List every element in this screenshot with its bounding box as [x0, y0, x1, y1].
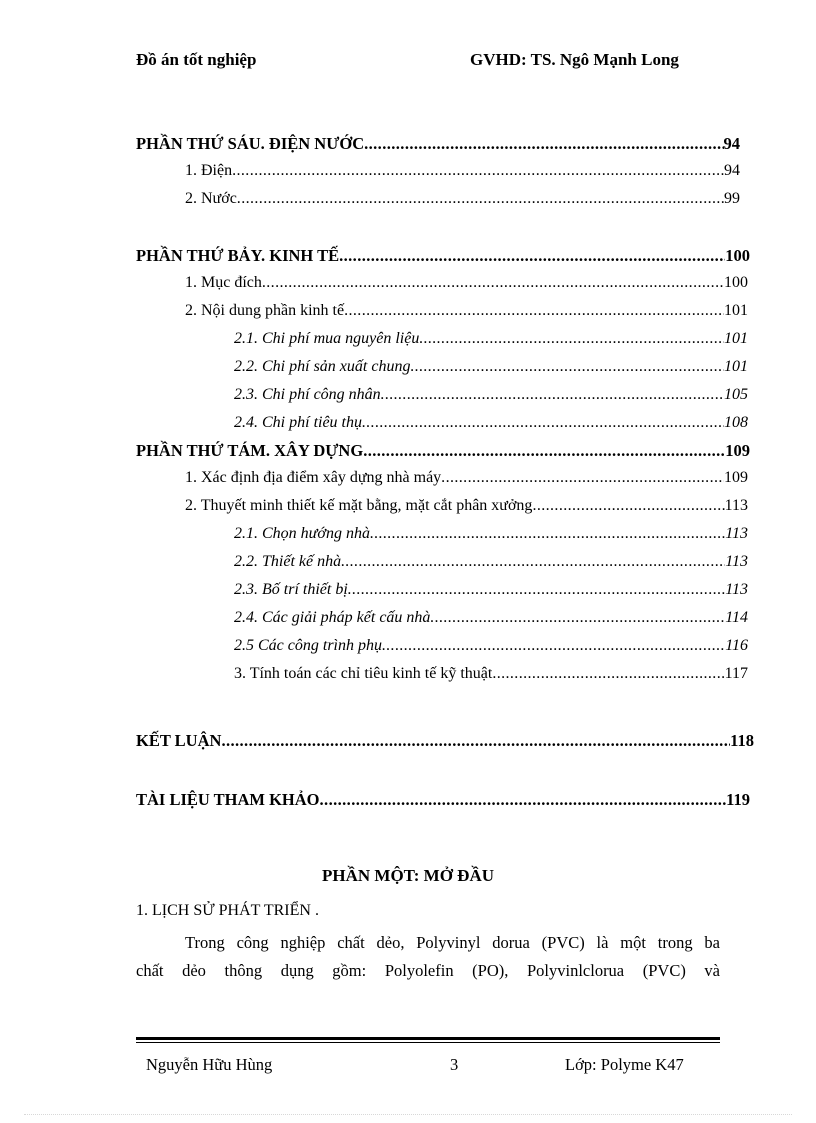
toc-entry-page: 105	[724, 386, 748, 403]
toc-entry-title: 2.4. Các giải pháp kết cấu nhà	[234, 609, 431, 626]
toc-entry	[234, 609, 748, 627]
toc-entry-title: 1. Xác định địa điểm xây dựng nhà máy	[185, 469, 442, 486]
body-paragraph-line: chất dẻo thông dụng gồm: Polyolefin (PO), Polyvinlclorua (PVC) và	[136, 961, 720, 980]
toc-entry	[136, 441, 750, 461]
toc-entry-page: 94	[724, 162, 740, 179]
toc-entry-title: PHẦN THỨ BẢY. KINH TẾ	[136, 246, 340, 265]
toc-entry-page: 113	[725, 581, 748, 598]
body-paragraph-line: Trong công nghiệp chất dẻo, Polyvinyl dorua (PVC) là một trong ba	[185, 933, 720, 952]
toc-entry	[234, 553, 748, 571]
toc-entry-page: 109	[725, 441, 750, 460]
toc-entry-page: 119	[726, 790, 750, 809]
toc-entry	[234, 665, 748, 683]
toc-entry	[136, 134, 740, 154]
toc-entry-title: 2. Nội dung phần kinh tế	[185, 302, 345, 319]
footer-rule-thin	[136, 1042, 720, 1043]
section-heading: PHẦN MỘT: MỞ ĐẦU	[321, 866, 495, 885]
toc-entry	[234, 386, 748, 404]
toc-entry-title: 1. Điện	[185, 162, 233, 179]
toc-entry	[185, 190, 740, 208]
section-subheading: 1. LỊCH SỬ PHÁT TRIỂN .	[136, 902, 319, 919]
toc-entry-title: 2.3. Bố trí thiết bị	[234, 581, 348, 598]
toc-entry	[185, 469, 748, 487]
toc-entry-title: PHẦN THỨ SÁU. ĐIỆN NƯỚC	[136, 134, 365, 153]
toc-entry-page: 113	[725, 553, 748, 570]
toc-entry-page: 100	[724, 274, 748, 291]
toc-entry-page: 117	[724, 665, 748, 682]
toc-entry	[234, 637, 748, 655]
toc-entry-page: 100	[725, 246, 750, 265]
toc-entry-title: 2.2. Chi phí sản xuất chung	[234, 358, 411, 375]
toc-entry-page: 116	[725, 637, 748, 654]
toc-entry	[234, 330, 748, 348]
toc-entry-title: 3. Tính toán các chỉ tiêu kinh tế kỹ thuật	[234, 665, 493, 682]
toc-entry-title: 2.3. Chi phí công nhân	[234, 386, 381, 403]
footer-page-number: 3	[450, 1055, 459, 1074]
toc-entry	[234, 525, 748, 543]
toc-entry-title: KẾT LUẬN	[136, 731, 222, 750]
toc-entry-title: 2.2. Thiết kế nhà	[234, 553, 342, 570]
header-left-title: Đồ án tốt nghiệp	[136, 50, 257, 69]
toc-entry	[234, 358, 748, 376]
footer-rule-thick	[136, 1037, 720, 1040]
toc-entry-title: 2.5 Các công trình phụ	[234, 637, 382, 654]
toc-entry-page: 94	[723, 134, 740, 153]
header-supervisor: GVHD: TS. Ngô Mạnh Long	[470, 50, 679, 69]
toc-entry-title: 2.1. Chọn hướng nhà	[234, 525, 370, 542]
toc-entry	[234, 581, 748, 599]
toc-entry-title: TÀI LIỆU THAM KHẢO	[136, 790, 320, 809]
toc-entry-page: 101	[724, 302, 748, 319]
toc-entry-title: 2. Thuyết minh thiết kế mặt bằng, mặt cắt phân xưởng	[185, 497, 533, 514]
toc-entry	[136, 246, 750, 266]
toc-entry-title: 2. Nước	[185, 190, 237, 207]
toc-entry	[136, 731, 754, 751]
toc-entry-title: 1. Mục đích	[185, 274, 262, 291]
toc-entry-page: 114	[725, 609, 748, 626]
toc-entry-title: 2.4. Chi phí tiêu thụ	[234, 414, 362, 431]
toc-entry-page: 99	[724, 190, 740, 207]
footer-class: Lớp: Polyme K47	[565, 1055, 684, 1074]
toc-entry	[136, 790, 750, 810]
toc-entry-page: 101	[724, 330, 748, 347]
toc-entry	[185, 497, 748, 515]
toc-entry	[234, 414, 748, 432]
toc-entry-page: 113	[724, 497, 748, 514]
toc-entry-page: 108	[724, 414, 748, 431]
toc-entry-title: 2.1. Chi phí mua nguyên liệu	[234, 330, 420, 347]
toc-entry	[185, 162, 740, 180]
footer-author: Nguyễn Hữu Hùng	[146, 1055, 273, 1074]
toc-entry	[185, 274, 748, 292]
toc-entry-page: 113	[725, 525, 748, 542]
toc-entry-page: 118	[730, 731, 754, 750]
toc-entry-title: PHẦN THỨ TÁM. XÂY DỰNG	[136, 441, 364, 460]
toc-entry-page: 101	[724, 358, 748, 375]
page-edge-divider	[24, 1114, 792, 1115]
toc-entry	[185, 302, 748, 320]
toc-entry-page: 109	[724, 469, 748, 486]
